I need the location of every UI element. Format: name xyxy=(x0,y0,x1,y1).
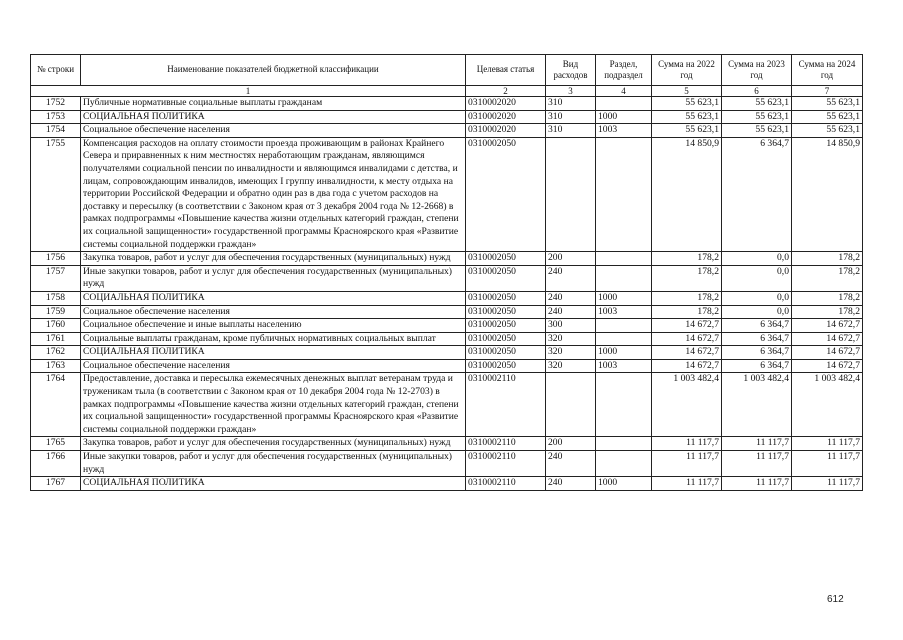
row-number: 1759 xyxy=(31,305,81,319)
row-name: СОЦИАЛЬНАЯ ПОЛИТИКА xyxy=(81,291,466,305)
row-razdel xyxy=(596,97,652,111)
row-sum-2024: 55 623,1 xyxy=(792,124,863,138)
row-sum-2024: 178,2 xyxy=(792,252,863,266)
row-sum-2022: 14 850,9 xyxy=(652,137,722,251)
row-number: 1766 xyxy=(31,451,81,477)
row-name: Публичные нормативные социальные выплаты гражданам xyxy=(81,97,466,111)
row-number: 1765 xyxy=(31,437,81,451)
table-row xyxy=(31,137,863,251)
table-row xyxy=(31,346,863,360)
column-number-4: 4 xyxy=(596,86,652,97)
row-vid: 320 xyxy=(546,359,596,373)
row-name: Социальное обеспечение населения xyxy=(81,124,466,138)
row-name: Социальное обеспечение населения xyxy=(81,305,466,319)
table-row xyxy=(31,451,863,477)
row-name: Предоставление, доставка и пересылка ежемесячных денежных выплат ветеранам труда и труженикам тыла (в соответствии с Законом края от 10 декабря 2004 года № 12-2703) в рамках подпрограммы «Повышение качества жизни отдельных категорий граждан, степени их социальной защищенности» государственной программы Красноярского края «Развитие системы социальной поддержки граждан» xyxy=(81,373,466,437)
row-name: Социальные выплаты гражданам, кроме публичных нормативных социальных выплат xyxy=(81,332,466,346)
page-number: 612 xyxy=(827,594,844,605)
row-target: 0310002050 xyxy=(466,265,546,291)
row-sum-2023: 6 364,7 xyxy=(722,137,792,251)
row-razdel xyxy=(596,252,652,266)
row-sum-2024: 14 672,7 xyxy=(792,332,863,346)
row-target: 0310002110 xyxy=(466,477,546,491)
table-row xyxy=(31,319,863,333)
row-sum-2024: 55 623,1 xyxy=(792,97,863,111)
row-sum-2022: 14 672,7 xyxy=(652,332,722,346)
row-number: 1753 xyxy=(31,110,81,124)
row-sum-2023: 55 623,1 xyxy=(722,124,792,138)
table-row xyxy=(31,265,863,291)
column-number-3: 3 xyxy=(546,86,596,97)
column-number-2: 2 xyxy=(466,86,546,97)
table-row xyxy=(31,373,863,437)
header-no: № строки xyxy=(31,55,81,86)
row-vid: 310 xyxy=(546,97,596,111)
header-row xyxy=(31,55,863,86)
row-number: 1758 xyxy=(31,291,81,305)
row-target: 0310002020 xyxy=(466,97,546,111)
row-number: 1764 xyxy=(31,373,81,437)
row-vid xyxy=(546,373,596,437)
row-sum-2024: 14 672,7 xyxy=(792,346,863,360)
row-number: 1767 xyxy=(31,477,81,491)
row-vid: 200 xyxy=(546,252,596,266)
header-sum-2023: Сумма на 2023 год xyxy=(722,55,792,86)
table-row xyxy=(31,110,863,124)
row-number: 1755 xyxy=(31,137,81,251)
row-sum-2024: 14 850,9 xyxy=(792,137,863,251)
row-target: 0310002050 xyxy=(466,305,546,319)
table-row xyxy=(31,305,863,319)
row-sum-2022: 55 623,1 xyxy=(652,124,722,138)
row-vid: 320 xyxy=(546,332,596,346)
row-sum-2023: 0,0 xyxy=(722,252,792,266)
row-target: 0310002020 xyxy=(466,110,546,124)
row-sum-2024: 178,2 xyxy=(792,265,863,291)
row-sum-2022: 178,2 xyxy=(652,265,722,291)
row-target: 0310002050 xyxy=(466,359,546,373)
row-sum-2023: 55 623,1 xyxy=(722,97,792,111)
row-razdel: 1000 xyxy=(596,477,652,491)
row-sum-2022: 55 623,1 xyxy=(652,97,722,111)
row-sum-2023: 11 117,7 xyxy=(722,437,792,451)
header-vid: Вид расходов xyxy=(546,55,596,86)
row-sum-2023: 11 117,7 xyxy=(722,477,792,491)
row-sum-2022: 11 117,7 xyxy=(652,437,722,451)
row-sum-2023: 6 364,7 xyxy=(722,346,792,360)
row-number: 1762 xyxy=(31,346,81,360)
row-sum-2022: 11 117,7 xyxy=(652,451,722,477)
row-vid: 320 xyxy=(546,346,596,360)
row-razdel xyxy=(596,373,652,437)
row-razdel xyxy=(596,451,652,477)
row-vid: 310 xyxy=(546,124,596,138)
row-name: Иные закупки товаров, работ и услуг для обеспечения государственных (муниципальных) нужд xyxy=(81,265,466,291)
row-name: Закупка товаров, работ и услуг для обеспечения государственных (муниципальных) нужд xyxy=(81,252,466,266)
row-razdel: 1003 xyxy=(596,124,652,138)
row-razdel: 1003 xyxy=(596,305,652,319)
row-name: Компенсация расходов на оплату стоимости проезда проживающим в районах Крайнего Севера и приравненных к ним местностях неработающим гражданам, являющимся получателями социальной пенсии по инвалидности и являющимся инвалидами с детства, и лицам, сопровождающим инвалидов, имеющих I группу инвалидности, к месту отдыха на территории Российской Федерации и обратно один раз в два года с учетом расходов на доставку и пересылку (в соответствии с Законом края от 3 декабря 2004 года № 12-2668) в рамках подпрограммы «Повышение качества жизни отдельных категорий граждан, степени их социальной защищенности» государственной программы Красноярского края «Развитие системы социальной поддержки граждан» xyxy=(81,137,466,251)
row-sum-2024: 178,2 xyxy=(792,305,863,319)
row-razdel: 1003 xyxy=(596,359,652,373)
row-razdel xyxy=(596,137,652,251)
header-name: Наименование показателей бюджетной классификации xyxy=(81,55,466,86)
row-target: 0310002110 xyxy=(466,437,546,451)
table-row xyxy=(31,124,863,138)
row-sum-2024: 55 623,1 xyxy=(792,110,863,124)
row-target: 0310002110 xyxy=(466,373,546,437)
row-vid: 300 xyxy=(546,319,596,333)
header-sum-2022: Сумма на 2022 год xyxy=(652,55,722,86)
row-vid xyxy=(546,137,596,251)
row-target: 0310002110 xyxy=(466,451,546,477)
header-razdel: Раздел, подраздел xyxy=(596,55,652,86)
table-row xyxy=(31,332,863,346)
row-target: 0310002050 xyxy=(466,319,546,333)
row-sum-2022: 14 672,7 xyxy=(652,346,722,360)
row-sum-2024: 11 117,7 xyxy=(792,451,863,477)
row-name: Закупка товаров, работ и услуг для обеспечения государственных (муниципальных) нужд xyxy=(81,437,466,451)
row-sum-2023: 6 364,7 xyxy=(722,319,792,333)
row-sum-2024: 14 672,7 xyxy=(792,359,863,373)
row-vid: 310 xyxy=(546,110,596,124)
table-row xyxy=(31,437,863,451)
table-row xyxy=(31,252,863,266)
table-row xyxy=(31,477,863,491)
row-sum-2023: 55 623,1 xyxy=(722,110,792,124)
row-vid: 200 xyxy=(546,437,596,451)
row-name: Иные закупки товаров, работ и услуг для обеспечения государственных (муниципальных) нужд xyxy=(81,451,466,477)
row-number: 1756 xyxy=(31,252,81,266)
column-number-row xyxy=(31,86,863,97)
table-row xyxy=(31,97,863,111)
row-sum-2024: 11 117,7 xyxy=(792,437,863,451)
row-sum-2023: 0,0 xyxy=(722,305,792,319)
row-sum-2023: 6 364,7 xyxy=(722,332,792,346)
row-vid: 240 xyxy=(546,305,596,319)
row-target: 0310002050 xyxy=(466,252,546,266)
row-vid: 240 xyxy=(546,291,596,305)
row-sum-2024: 1 003 482,4 xyxy=(792,373,863,437)
column-number-6: 6 xyxy=(722,86,792,97)
row-sum-2023: 6 364,7 xyxy=(722,359,792,373)
table-row xyxy=(31,359,863,373)
row-sum-2022: 14 672,7 xyxy=(652,319,722,333)
row-sum-2024: 14 672,7 xyxy=(792,319,863,333)
row-vid: 240 xyxy=(546,477,596,491)
row-number: 1754 xyxy=(31,124,81,138)
row-sum-2023: 1 003 482,4 xyxy=(722,373,792,437)
budget-table xyxy=(30,54,863,491)
row-number: 1752 xyxy=(31,97,81,111)
row-name: СОЦИАЛЬНАЯ ПОЛИТИКА xyxy=(81,477,466,491)
column-number-7: 7 xyxy=(792,86,863,97)
row-sum-2022: 178,2 xyxy=(652,291,722,305)
row-sum-2022: 55 623,1 xyxy=(652,110,722,124)
row-number: 1763 xyxy=(31,359,81,373)
row-sum-2023: 0,0 xyxy=(722,265,792,291)
row-number: 1760 xyxy=(31,319,81,333)
row-target: 0310002050 xyxy=(466,137,546,251)
row-razdel: 1000 xyxy=(596,110,652,124)
table-row xyxy=(31,291,863,305)
row-vid: 240 xyxy=(546,265,596,291)
row-sum-2024: 11 117,7 xyxy=(792,477,863,491)
row-sum-2023: 11 117,7 xyxy=(722,451,792,477)
column-number-5: 5 xyxy=(652,86,722,97)
row-sum-2022: 14 672,7 xyxy=(652,359,722,373)
row-name: СОЦИАЛЬНАЯ ПОЛИТИКА xyxy=(81,346,466,360)
row-sum-2022: 178,2 xyxy=(652,252,722,266)
row-target: 0310002050 xyxy=(466,332,546,346)
column-number-1: 1 xyxy=(31,86,466,97)
row-name: Социальное обеспечение населения xyxy=(81,359,466,373)
row-razdel xyxy=(596,437,652,451)
row-sum-2022: 11 117,7 xyxy=(652,477,722,491)
row-sum-2022: 178,2 xyxy=(652,305,722,319)
row-target: 0310002050 xyxy=(466,291,546,305)
row-name: Социальное обеспечение и иные выплаты населению xyxy=(81,319,466,333)
row-razdel: 1000 xyxy=(596,346,652,360)
row-razdel xyxy=(596,332,652,346)
row-number: 1757 xyxy=(31,265,81,291)
header-target: Целевая статья xyxy=(466,55,546,86)
row-target: 0310002050 xyxy=(466,346,546,360)
row-razdel: 1000 xyxy=(596,291,652,305)
row-sum-2023: 0,0 xyxy=(722,291,792,305)
row-target: 0310002020 xyxy=(466,124,546,138)
row-name: СОЦИАЛЬНАЯ ПОЛИТИКА xyxy=(81,110,466,124)
row-number: 1761 xyxy=(31,332,81,346)
row-sum-2022: 1 003 482,4 xyxy=(652,373,722,437)
row-razdel xyxy=(596,265,652,291)
row-razdel xyxy=(596,319,652,333)
row-vid: 240 xyxy=(546,451,596,477)
header-sum-2024: Сумма на 2024 год xyxy=(792,55,863,86)
row-sum-2024: 178,2 xyxy=(792,291,863,305)
